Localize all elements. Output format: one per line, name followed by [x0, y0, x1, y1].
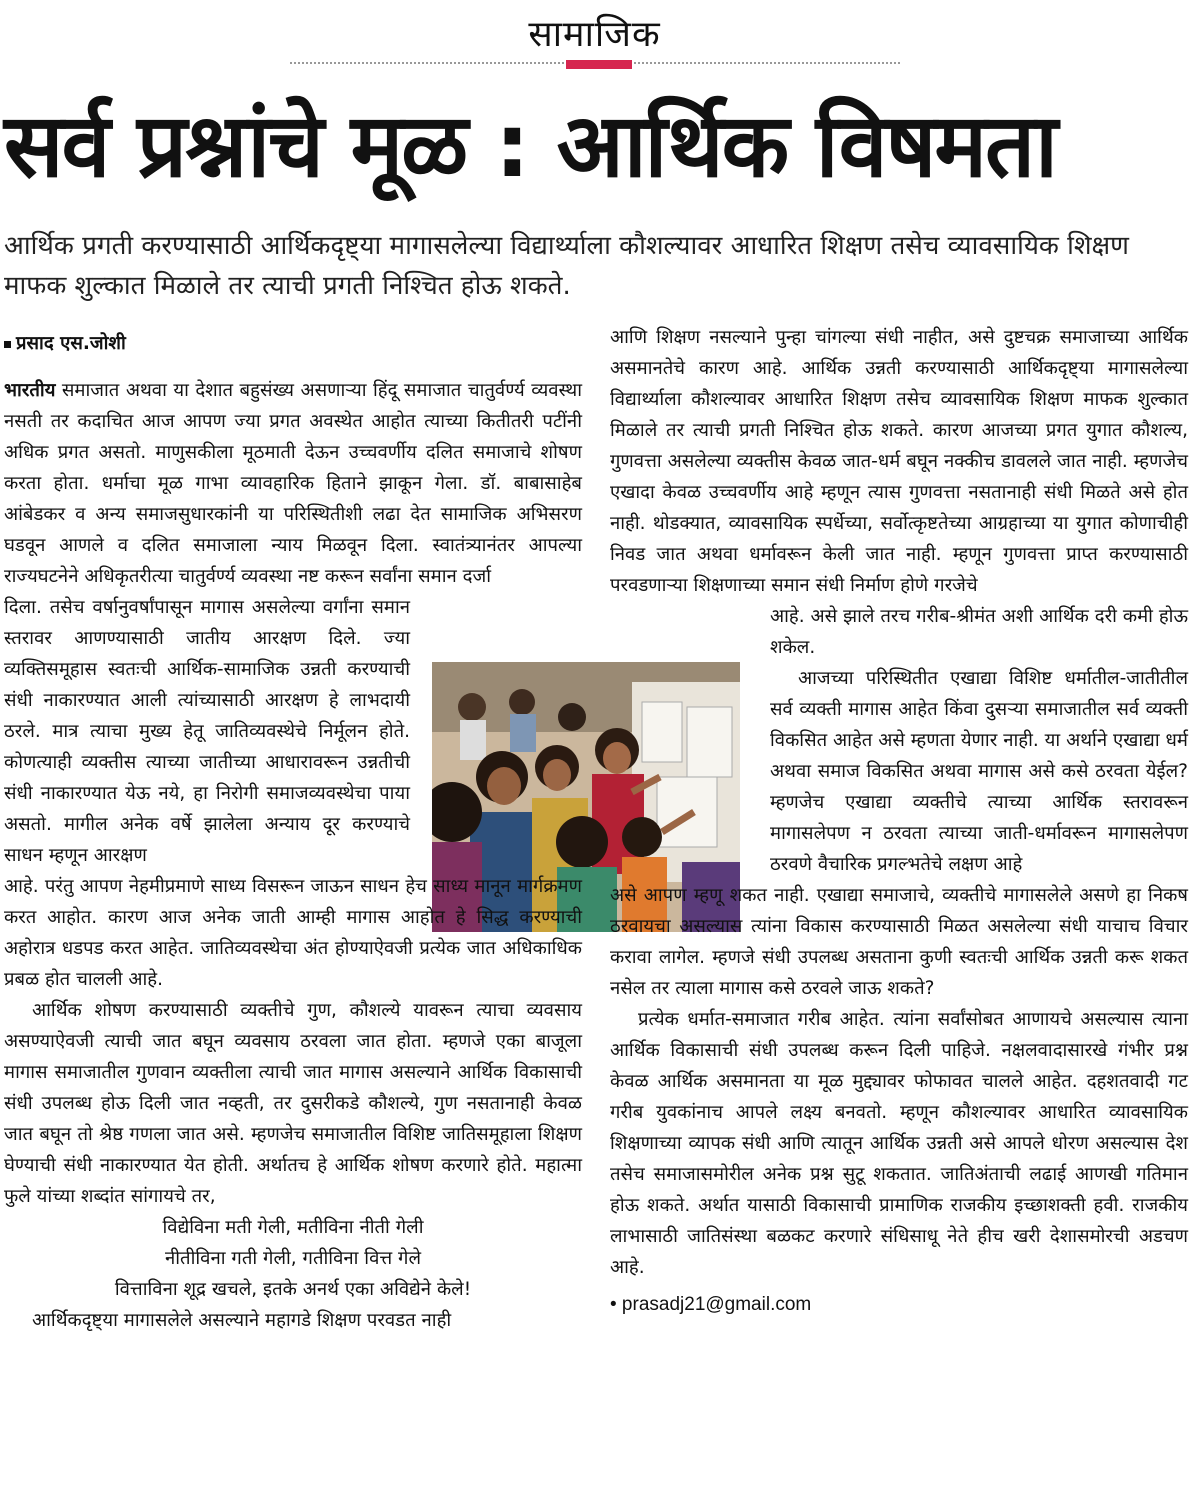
verse-line-3: वित्ताविना शूद्र खचले, इतके अनर्थ एका अविद्येने केले! [114, 1279, 472, 1300]
left-paragraph-1-end: आहे. परंतु आपण नेहमीप्रमाणे साध्य विसरून जाऊन साधन हेच साध्य मानून मार्गक्रमण करत आहोत. कारण आज अनेक जाती आम्ही मागास आहोत हे सिद्ध करण्याची अहोरात्र धडपड करत आहेत. जातिव्यवस्थेचा अंत होण्याऐवजी प्रत्येक जात अधिकाधिक प्रबळ होत चालली आहे. [4, 876, 582, 990]
right-paragraph-2-wrap: आजच्या परिस्थितीत एखाद्या विशिष्ट धर्मातील-जातीतील सर्व व्यक्ती मागास आहेत किंवा दुसऱ्या समाजातील सर्व व्यक्ती विकसित आहेत असे म्हणता येणार नाही. या अर्थाने एखाद्या धर्म अथवा समाज विकसित अथवा मागास असे कसे ठरवता येईल? म्हणजेच एखाद्या व्यक्तीचे त्याच्या आर्थिक स्तरावरून मागासलेपण न ठरवता त्याच्या जाती-धर्मावरून मागासलेपण ठरवणे वैचारिक प्रगल्भतेचे लक्षण आहे [770, 668, 1188, 875]
headline: सर्व प्रश्नांचे मूळ : आर्थिक विषमता [4, 94, 1056, 197]
right-paragraph-3: प्रत्येक धर्मात-समाजात गरीब आहेत. त्यांना सर्वांसोबत आणायचे असल्यास त्याना आर्थिक विकासाची संधी उपलब्ध करून दिली पाहिजे. नक्षलवादासारखे गंभीर प्रश्न केवळ आर्थिक असमानता या मूळ मुद्द्यावर फोफावत चालले आहेत. दहशतवादी गट गरीब युवकांनाच आपले लक्ष्य बनवतो. म्हणून कौशल्यावर आधारित व्यावसायिक शिक्षणाच्या व्यापक संधी आणि त्यातून आर्थिक उन्नती असे आपले धोरण असल्यास देश तसेच समाजासमोरील अनेक प्रश्न सुटू शकतात. जातिअंताची लढाई आणखी गतिमान होऊ शकते. अर्थात यासाठी विकासाची प्रामाणिक राजकीय इच्छाशक्ती हवी. राजकीय लाभासाठी जातिसंस्था बळकट करणारे संधिसाधू नेते हीच खरी देशासमोरची अडचण आहे. [610, 1009, 1188, 1278]
deck-summary: आर्थिक प्रगती करण्यासाठी आर्थिकदृष्ट्या मागासलेल्या विद्यार्थ्याला कौशल्यावर आधारित शिक्षण तसेच व्यावसायिक शिक्षण माफक शुल्कात मिळाले तर त्याची प्रगती निश्चित होऊ शकते. [4, 231, 1129, 301]
author-email: • prasadj21@gmail.com [610, 1294, 812, 1315]
bullet-icon [4, 341, 11, 348]
left-paragraph-1-wrap: दिला. तसेच वर्षानुवर्षांपासून मागास असलेल्या वर्गांना समान स्तरावर आणण्यासाठी जातीय आरक्षण दिले. ज्या व्यक्तिसमूहास स्वतःची आर्थिक-सामाजिक उन्नती करण्याची संधी नाकारण्यात आली त्यांच्यासाठी आरक्षण हे लाभदायी ठरले. मात्र त्याचा मुख्य हेतू जातिव्यवस्थेचे निर्मूलन होते. कोणत्याही व्यक्तीस त्याच्या जातीच्या आधारावरून उन्नतीची संधी नाकारण्यात येऊ नये, हा निरोगी समाजव्यवस्थेचा पाया असतो. मागील अनेक वर्षे झालेला अन्याय दूर करण्याचे साधन म्हणून आरक्षण [4, 597, 410, 866]
right-paragraph-1: आणि शिक्षण नसल्याने पुन्हा चांगल्या संधी नाहीत, असे दुष्टचक्र समाजाच्या आर्थिक असमानतेचे कारण आहे. आर्थिक उन्नती करण्यासाठी आर्थिकदृष्ट्या मागासलेल्या विद्यार्थ्याला कौशल्यावर आधारित शिक्षण तसेच व्यावसायिक शिक्षण माफक शुल्कात मिळाले तर त्याची प्रगती निश्चित होऊ शकते. कारण आजच्या प्रगत युगात कौशल्य, गुणवत्ता असलेल्या व्यक्तीस केवळ जात-धर्म बघून नक्कीच डावलले जात नाही. म्हणजेच एखादा केवळ उच्चवर्णीय आहे म्हणून त्यास गुणवत्ता नसतानाही संधी मिळते असे होत नाही. थोडक्यात, व्यावसायिक स्पर्धेच्या, सर्वोत्कृष्टतेच्या आग्रहाच्या या युगात कोणाचीही निवड जात अथवा धर्मावरून केली जात नाही. म्हणून गुणवत्ता प्राप्त करण्यासाठी परवडणाऱ्या शिक्षणाच्या समान संधी निर्माण होणे गरजेचे [610, 327, 1188, 596]
right-paragraph-1-wrap: आहे. असे झाले तरच गरीब-श्रीमंत अशी आर्थिक दरी कमी होऊ शकेल. [770, 606, 1188, 658]
verse-line-1: विद्येविना मती गेली, मतीविना नीती गेली [162, 1217, 424, 1238]
left-paragraph-3: आर्थिकदृष्ट्या मागासलेले असल्याने महागडे शिक्षण परवडत नाही [32, 1310, 452, 1331]
left-paragraph-2: आर्थिक शोषण करण्यासाठी व्यक्तीचे गुण, कौशल्ये यावरून त्याचा व्यवसाय असण्याऐवजी त्याची जात बघून व्यवसाय ठरवला जात होता. म्हणजे एका बाजूला मागास समाजातील गुणवान व्यक्तीला त्याची जात मागास असल्याने आर्थिक विकासाची संधी उपलब्ध होऊ दिली जात नव्हती, तर दुसरीकडे कौशल्ये, गुण नसतानाही केवळ जात बघून तो श्रेष्ठ गणला जात असे. म्हणजेच समाजातील विशिष्ट जातिसमूहाला शिक्षण घेण्याची संधी नाकारण्यात येत होती. अर्थातच हे आर्थिक शोषण करणारे होते. महात्मा फुले यांच्या शब्दांत सांगायचे तर, [4, 1000, 582, 1207]
section-label: सामाजिक [528, 14, 661, 55]
byline [4, 328, 582, 359]
right-column [610, 322, 1188, 1320]
author-name: प्रसाद एस.जोशी [16, 333, 126, 354]
left-column [4, 328, 582, 1336]
verse-line-2: नीतीविना गती गेली, गतीविना वित्त गेले [164, 1248, 422, 1269]
lead-word: भारतीय [4, 380, 56, 401]
left-paragraph-1-text: समाजात अथवा या देशात बहुसंख्य असणाऱ्या हिंदू समाजात चातुर्वर्ण्य व्यवस्था नसती तर कदाचित आज आपण ज्या प्रगत अवस्थेत आहोत त्याच्या कितीतरी पटींनी अधिक प्रगत असतो. माणुसकीला मूठमाती देऊन उच्चवर्णीय दलित समाजाचे शोषण करता होता. धर्माचा मूळ गाभा व्यावहारिक हिताने झाकून गेला. डॉ. बाबासाहेब आंबेडकर व अन्य समाजसुधारकांनी या परिस्थितीशी लढा देत सामाजिक अभिसरण घडवून आणले व दलित समाजाला न्याय मिळवून दिला. स्वातंत्र्यानंतर आपल्या राज्यघटनेने अधिकृतरीत्या चातुर्वर्ण्य व्यवस्था नष्ट करून सर्वांना समान दर्जा [4, 380, 582, 587]
section-accent-bar [566, 60, 632, 69]
right-paragraph-2-end: असे आपण म्हणू शकत नाही. एखाद्या समाजाचे, व्यक्तीचे मागासलेले असणे हा निकष ठरवायचा असल्यास त्यांना विकास करण्यासाठी मिळत असलेल्या संधी याचाच विचार करावा लागेल. म्हणजे संधी उपलब्ध असताना कुणी स्वतःची आर्थिक उन्नती करू शकत नसेल तर त्याला मागास कसे ठरवले जाऊ शकते? [610, 885, 1188, 999]
left-paragraph-1 [4, 375, 582, 592]
